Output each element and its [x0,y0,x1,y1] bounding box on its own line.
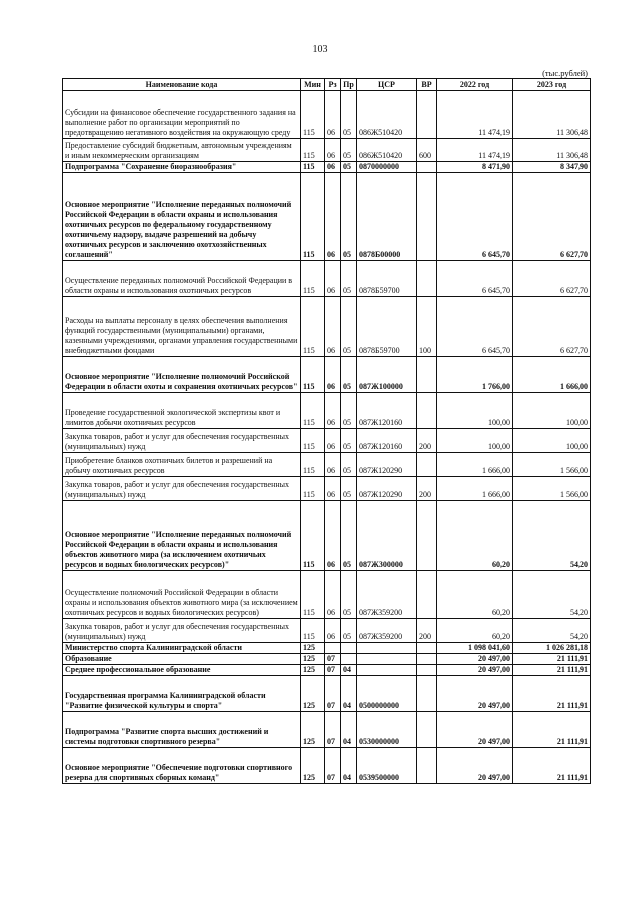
budget-table [62,78,591,784]
cell-vr: 200 [417,619,437,643]
cell-2022: 1 666,00 [437,477,513,501]
cell-pr: 04 [341,748,357,784]
header-2023: 2023 год [513,79,591,91]
cell-min: 115 [301,477,325,501]
cell-rz [325,643,341,654]
cell-2023: 11 306,48 [513,139,591,162]
cell-2023: 6 627,70 [513,297,591,357]
cell-name: Среднее профессиональное образование [63,665,301,676]
cell-vr [417,173,437,261]
cell-pr: 05 [341,162,357,173]
cell-vr: 100 [417,297,437,357]
cell-pr [341,654,357,665]
cell-name: Государственная программа Калининградской области "Развитие физической культуры и спорта" [63,676,301,712]
cell-pr: 05 [341,297,357,357]
cell-2022: 100,00 [437,429,513,453]
cell-rz: 07 [325,665,341,676]
cell-name: Проведение государственной экологической экспертизы квот и лимитов добычи охотничьих ресурсов [63,393,301,429]
cell-vr [417,676,437,712]
cell-pr: 04 [341,712,357,748]
table-row [63,297,591,357]
cell-vr [417,748,437,784]
cell-pr: 05 [341,429,357,453]
cell-vr: 200 [417,429,437,453]
cell-vr: 200 [417,477,437,501]
cell-csr: 087Ж359200 [357,619,417,643]
cell-min: 115 [301,162,325,173]
cell-csr: 087Ж100000 [357,357,417,393]
table-row [63,676,591,712]
cell-min: 115 [301,619,325,643]
cell-rz: 06 [325,501,341,571]
cell-rz: 06 [325,453,341,477]
cell-min: 115 [301,393,325,429]
table-row [63,453,591,477]
header-2022: 2022 год [437,79,513,91]
cell-pr: 05 [341,173,357,261]
cell-vr [417,712,437,748]
cell-name: Осуществление переданных полномочий Российской Федерации в области охраны и использования охотничьих ресурсов [63,261,301,297]
cell-rz: 06 [325,477,341,501]
table-row [63,162,591,173]
table-row [63,712,591,748]
cell-2022: 20 497,00 [437,665,513,676]
table-row [63,654,591,665]
cell-min: 115 [301,91,325,139]
header-csr: ЦСР [357,79,417,91]
cell-csr: 0878Б00000 [357,173,417,261]
cell-name: Предоставление субсидий бюджетным, автономным учреждениям и иным некоммерческим организациям [63,139,301,162]
cell-min: 115 [301,571,325,619]
cell-pr: 05 [341,91,357,139]
cell-rz: 06 [325,619,341,643]
cell-pr: 05 [341,453,357,477]
cell-csr: 086Ж510420 [357,139,417,162]
cell-2023: 54,20 [513,501,591,571]
cell-2022: 20 497,00 [437,676,513,712]
cell-pr: 04 [341,665,357,676]
cell-rz: 07 [325,712,341,748]
cell-csr: 086Ж510420 [357,91,417,139]
cell-csr [357,654,417,665]
cell-2023: 1 566,00 [513,477,591,501]
cell-vr [417,654,437,665]
cell-rz: 06 [325,393,341,429]
table-row [63,748,591,784]
cell-rz: 06 [325,261,341,297]
cell-min: 115 [301,173,325,261]
header-vr: ВР [417,79,437,91]
cell-2023: 1 566,00 [513,453,591,477]
cell-min: 115 [301,501,325,571]
cell-vr [417,162,437,173]
cell-2022: 20 497,00 [437,712,513,748]
table-row [63,357,591,393]
cell-min: 125 [301,748,325,784]
header-name: Наименование кода [63,79,301,91]
cell-csr: 087Ж120290 [357,477,417,501]
cell-2022: 6 645,70 [437,297,513,357]
cell-vr [417,643,437,654]
cell-csr: 087Ж120290 [357,453,417,477]
cell-vr [417,91,437,139]
cell-2023: 21 111,91 [513,712,591,748]
cell-name: Осуществление полномочий Российской Федерации в области охраны и использования объектов животного мира (за исключением охотничьих ресурсов и водных биологических ресурсов) [63,571,301,619]
cell-csr [357,643,417,654]
cell-2023: 1 666,00 [513,357,591,393]
cell-vr [417,501,437,571]
cell-rz: 06 [325,91,341,139]
cell-vr [417,665,437,676]
cell-min: 115 [301,139,325,162]
cell-rz: 06 [325,429,341,453]
cell-name: Подпрограмма "Развитие спорта высших достижений и системы подготовки спортивного резерва" [63,712,301,748]
cell-2022: 20 497,00 [437,748,513,784]
cell-name: Основное мероприятие "Исполнение полномочий Российской Федерации в области охоты и сохранения охотничьих ресурсов" [63,357,301,393]
table-header-row [63,79,591,91]
cell-2022: 11 474,19 [437,139,513,162]
cell-2023: 21 111,91 [513,748,591,784]
cell-min: 125 [301,654,325,665]
table-row [63,571,591,619]
table-row [63,619,591,643]
cell-min: 125 [301,712,325,748]
cell-csr: 087Ж120160 [357,429,417,453]
cell-name: Расходы на выплаты персоналу в целях обеспечения выполнения функций государственными (муниципальными) органами, казенными учреждениями, органами управления государственными внебюджетными фондами [63,297,301,357]
cell-2022: 1 098 041,60 [437,643,513,654]
cell-name: Закупка товаров, работ и услуг для обеспечения государственных (муниципальных) нужд [63,429,301,453]
cell-min: 115 [301,453,325,477]
cell-rz: 06 [325,162,341,173]
table-row [63,429,591,453]
cell-2022: 6 645,70 [437,173,513,261]
cell-name: Основное мероприятие "Исполнение переданных полномочий Российской Федерации в области охраны и использования объектов животного мира (за исключением охотничьих ресурсов и водных биологических ресурсов)" [63,501,301,571]
cell-pr: 05 [341,139,357,162]
cell-min: 115 [301,357,325,393]
cell-vr [417,393,437,429]
cell-2023: 100,00 [513,429,591,453]
cell-name: Подпрограмма "Сохранение биоразнообразия" [63,162,301,173]
cell-vr [417,453,437,477]
cell-name: Закупка товаров, работ и услуг для обеспечения государственных (муниципальных) нужд [63,619,301,643]
table-row [63,665,591,676]
cell-2023: 54,20 [513,571,591,619]
cell-2023: 21 111,91 [513,665,591,676]
header-rz: Рз [325,79,341,91]
cell-csr: 0530000000 [357,712,417,748]
cell-pr: 05 [341,619,357,643]
cell-csr [357,665,417,676]
cell-vr: 600 [417,139,437,162]
cell-name: Закупка товаров, работ и услуг для обеспечения государственных (муниципальных) нужд [63,477,301,501]
cell-2023: 100,00 [513,393,591,429]
cell-pr: 05 [341,357,357,393]
cell-2023: 11 306,48 [513,91,591,139]
cell-min: 125 [301,676,325,712]
cell-min: 125 [301,643,325,654]
cell-2023: 21 111,91 [513,676,591,712]
cell-pr: 04 [341,676,357,712]
cell-2022: 60,20 [437,501,513,571]
cell-csr: 087Ж300000 [357,501,417,571]
table-row [63,91,591,139]
cell-2022: 8 471,90 [437,162,513,173]
cell-2023: 8 347,90 [513,162,591,173]
cell-name: Субсидии на финансовое обеспечение государственного задания на выполнение работ по организации мероприятий по предотвращению негативного воздействия на окружающую среду [63,91,301,139]
table-row [63,501,591,571]
cell-2022: 60,20 [437,619,513,643]
cell-2023: 6 627,70 [513,261,591,297]
cell-rz: 06 [325,571,341,619]
cell-min: 115 [301,261,325,297]
cell-2022: 11 474,19 [437,91,513,139]
cell-2022: 60,20 [437,571,513,619]
cell-min: 125 [301,665,325,676]
page-number: 103 [312,44,328,55]
cell-rz: 07 [325,748,341,784]
header-pr: Пр [341,79,357,91]
cell-rz: 06 [325,173,341,261]
cell-min: 115 [301,429,325,453]
cell-rz: 07 [325,654,341,665]
cell-csr: 0878Б59700 [357,297,417,357]
units-label: (тыс.рублей) [542,68,588,78]
cell-min: 115 [301,297,325,357]
cell-csr: 0870000000 [357,162,417,173]
cell-pr: 05 [341,393,357,429]
cell-2023: 54,20 [513,619,591,643]
cell-csr: 0878Б59700 [357,261,417,297]
cell-2022: 1 766,00 [437,357,513,393]
cell-2022: 6 645,70 [437,261,513,297]
cell-rz: 06 [325,357,341,393]
table-row [63,173,591,261]
cell-name: Министерство спорта Калининградской области [63,643,301,654]
cell-name: Основное мероприятие "Обеспечение подготовки спортивного резерва для спортивных сборных команд" [63,748,301,784]
cell-rz: 06 [325,297,341,357]
cell-name: Приобретение бланков охотничьих билетов и разрешений на добычу охотничьих ресурсов [63,453,301,477]
header-min: Мин [301,79,325,91]
cell-pr: 05 [341,477,357,501]
cell-pr: 05 [341,501,357,571]
cell-csr: 0539500000 [357,748,417,784]
cell-rz: 07 [325,676,341,712]
cell-rz: 06 [325,139,341,162]
cell-vr [417,357,437,393]
cell-name: Образование [63,654,301,665]
cell-csr: 087Ж359200 [357,571,417,619]
cell-2023: 1 026 281,18 [513,643,591,654]
cell-2022: 100,00 [437,393,513,429]
cell-2023: 21 111,91 [513,654,591,665]
cell-vr [417,571,437,619]
cell-2022: 20 497,00 [437,654,513,665]
cell-2022: 1 666,00 [437,453,513,477]
cell-vr [417,261,437,297]
cell-pr [341,643,357,654]
cell-csr: 0500000000 [357,676,417,712]
cell-csr: 087Ж120160 [357,393,417,429]
cell-name: Основное мероприятие "Исполнение переданных полномочий Российской Федерации в области охраны и использования охотничьих ресурсов по федеральному государственному охотничьему надзору, выдаче разрешений на добычу охотничьих ресурсов и заключению охотхозяйственных соглашений" [63,173,301,261]
table-row [63,643,591,654]
table-row [63,139,591,162]
table-row [63,393,591,429]
cell-pr: 05 [341,571,357,619]
table-row [63,261,591,297]
table-row [63,477,591,501]
cell-pr: 05 [341,261,357,297]
cell-2023: 6 627,70 [513,173,591,261]
